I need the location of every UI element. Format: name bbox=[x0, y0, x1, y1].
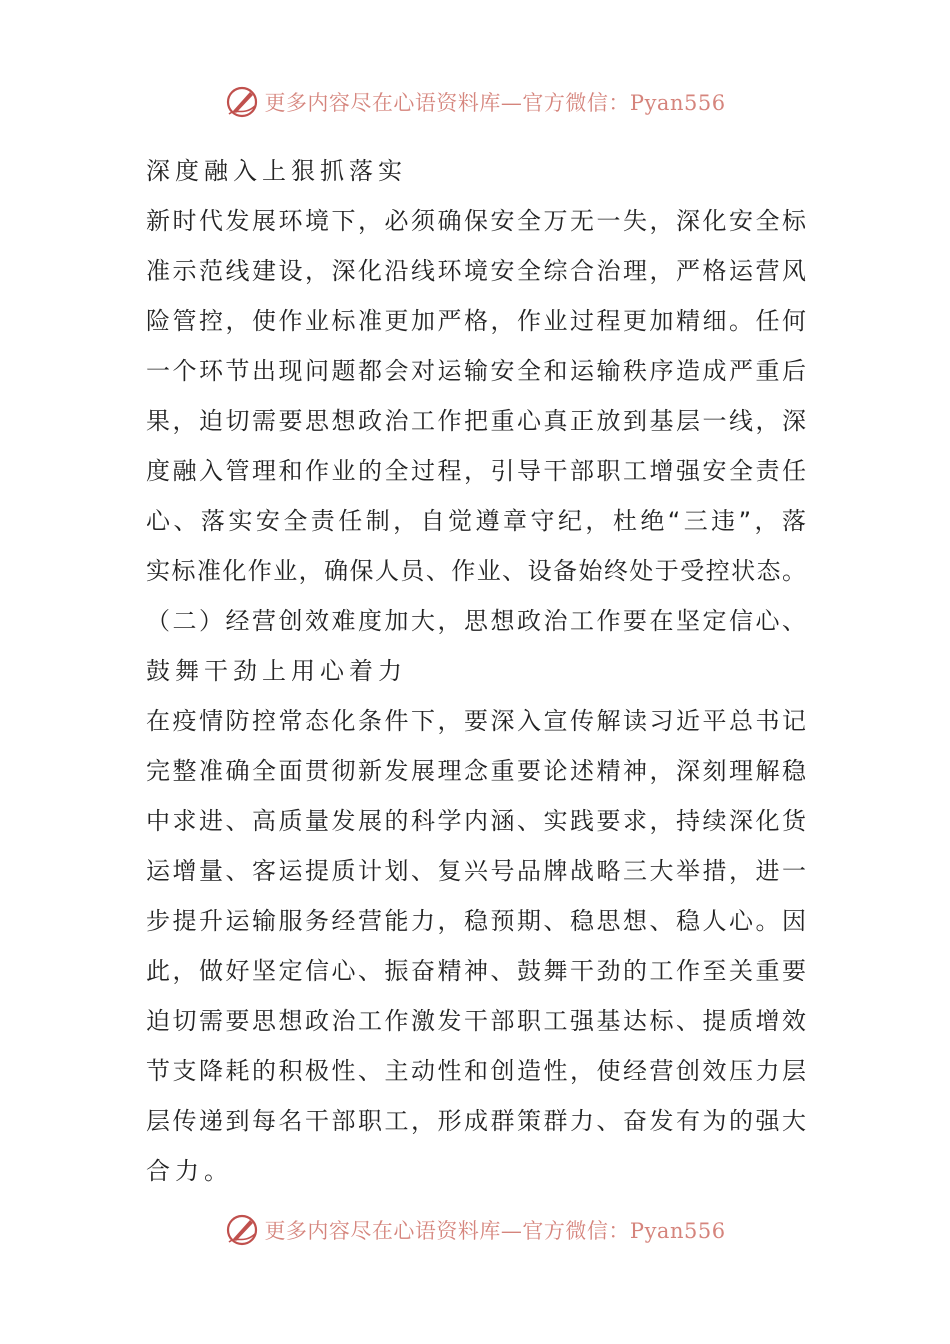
paragraph-line: 实标准化作业，确保人员、作业、设备始终处于受控状态。 bbox=[146, 557, 806, 585]
watermark-text: 更多内容尽在心语资料库—官方微信：Pyan556 bbox=[264, 1219, 726, 1243]
paragraph-line: 心、落实安全责任制，自觉遵章守纪，杜绝“三违”，落 bbox=[146, 507, 806, 535]
paragraph-line: 准示范线建设，深化沿线环境安全综合治理，严格运营风 bbox=[146, 257, 806, 285]
pen-signature-icon bbox=[224, 1212, 260, 1248]
paragraph-line: 中求进、高质量发展的科学内涵、实践要求，持续深化货 bbox=[146, 807, 806, 835]
paragraph-line: 迫切需要思想政治工作激发干部职工强基达标、提质增效 bbox=[146, 1007, 806, 1035]
paragraph-line: 度融入管理和作业的全过程，引导干部职工增强安全责任 bbox=[146, 457, 806, 485]
section-heading: 鼓舞干劲上用心着力 bbox=[146, 657, 407, 685]
paragraph-line: 合力。 bbox=[146, 1157, 233, 1185]
paragraph-line: 层传递到每名干部职工，形成群策群力、奋发有为的强大 bbox=[146, 1107, 806, 1135]
pen-signature-icon bbox=[224, 84, 260, 120]
paragraph-line: 节支降耗的积极性、主动性和创造性，使经营创效压力层 bbox=[146, 1057, 806, 1085]
footer-watermark bbox=[0, 1210, 950, 1250]
paragraph-line: 步提升运输服务经营能力，稳预期、稳思想、稳人心。因 bbox=[146, 907, 806, 935]
paragraph-line: 此，做好坚定信心、振奋精神、鼓舞干劲的工作至关重要 bbox=[146, 957, 806, 985]
paragraph-line: 在疫情防控常态化条件下，要深入宣传解读习近平总书记 bbox=[146, 707, 806, 735]
paragraph-line: 运增量、客运提质计划、复兴号品牌战略三大举措，进一 bbox=[146, 857, 806, 885]
header-watermark bbox=[0, 82, 950, 122]
paragraph-line: 新时代发展环境下，必须确保安全万无一失，深化安全标 bbox=[146, 207, 806, 235]
section-heading: （二）经营创效难度加大，思想政治工作要在坚定信心、 bbox=[146, 607, 806, 635]
paragraph-line: 果，迫切需要思想政治工作把重心真正放到基层一线，深 bbox=[146, 407, 806, 435]
paragraph-line: 完整准确全面贯彻新发展理念重要论述精神，深刻理解稳 bbox=[146, 757, 806, 785]
watermark-text: 更多内容尽在心语资料库—官方微信：Pyan556 bbox=[264, 91, 726, 115]
paragraph-line: 险管控，使作业标准更加严格，作业过程更加精细。任何 bbox=[146, 307, 806, 335]
document-body bbox=[146, 146, 806, 1196]
section-heading-continuation: 深度融入上狠抓落实 bbox=[146, 157, 407, 185]
paragraph-line: 一个环节出现问题都会对运输安全和运输秩序造成严重后 bbox=[146, 357, 806, 385]
